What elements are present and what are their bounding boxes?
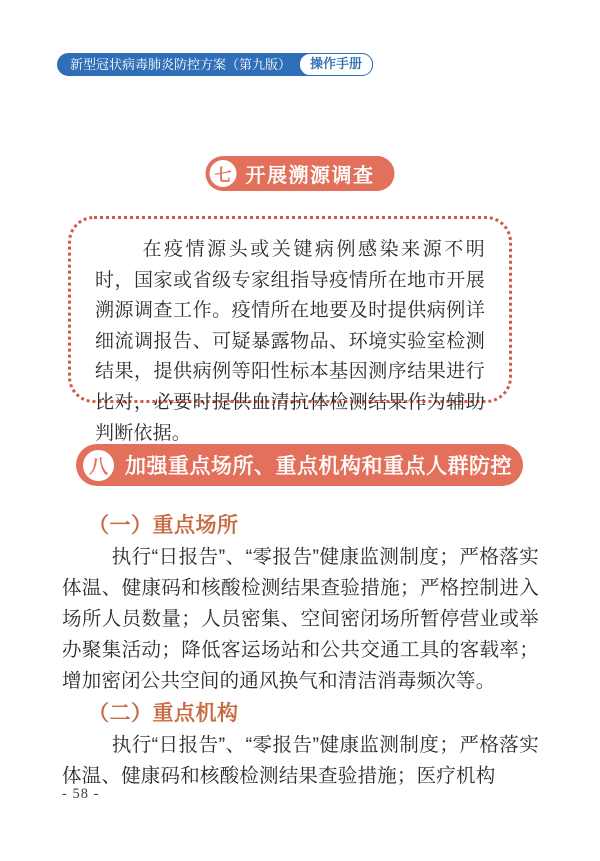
subsection-two-heading: （二）重点机构 [88,702,239,725]
section-seven-number-circle: 七 [210,160,237,187]
subsection-one-heading: （一）重点场所 [88,514,239,537]
document-header-pill [57,53,373,76]
section-eight-title: 加强重点场所、重点机构和重点人群防控 [125,455,512,478]
section-eight-banner [76,444,523,486]
key-places-paragraph: 执行“日报告”、“零报告”健康监测制度；严格落实体温、健康码和核酸检测结果查验措施；严格控制进入场所人员数量；人员密集、空间密闭场所暂停营业或举办聚集活动；降低客运场站和公共交通工具的客载率；增加密闭公共空间的通风换气和清洁消毒频次等。 [62,546,539,692]
document-title: 新型冠状病毒肺炎防控方案（第九版） [70,57,292,72]
section-seven-pill [206,156,395,191]
section-seven-title: 开展溯源调查 [245,165,375,187]
key-institutions-paragraph: 执行“日报告”、“零报告”健康监测制度；严格落实体温、健康码和核酸检测结果查验措施；医疗机构 [62,734,539,787]
page-number: - 58 - [62,786,100,802]
tracing-note-paragraph: 在疫情源头或关键病例感染来源不明时，国家或省级专家组指导疫情所在地市开展溯源调查工作。疫情所在地要及时提供病例详细流调报告、可疑暴露物品、环境实验室检测结果，提供病例等阳性标本基因测序结果进行比对，必要时提供血清抗体检测结果作为辅助判断依据。 [95,239,485,444]
section-eight-number-circle: 八 [83,450,114,481]
manual-badge: 操作手册 [299,53,373,76]
tracing-note-box [68,216,512,444]
